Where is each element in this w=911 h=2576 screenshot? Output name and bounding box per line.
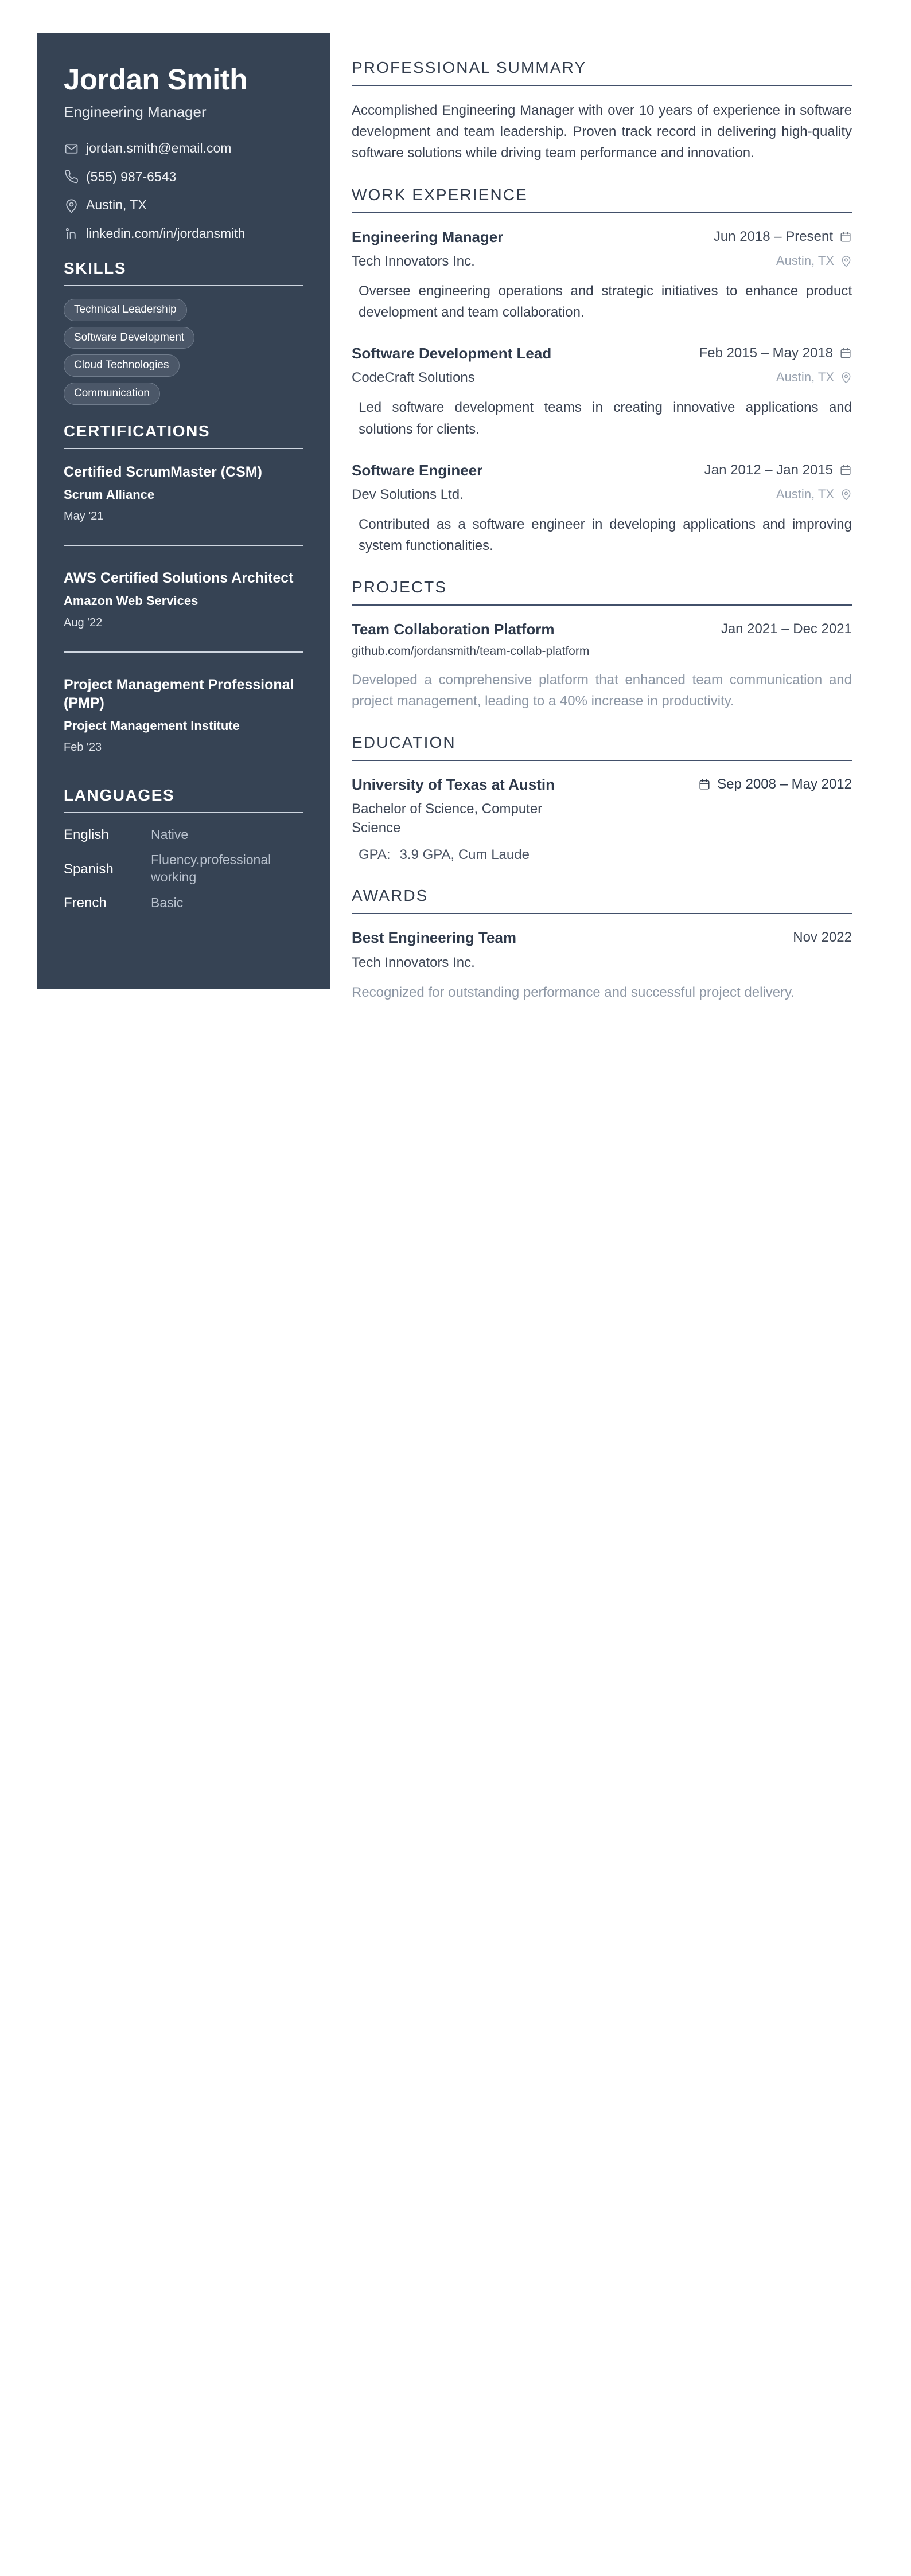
education-entry-subheader <box>352 799 852 837</box>
skill-pill[interactable]: Communication <box>64 383 160 405</box>
education-school: University of Texas at Austin <box>352 776 555 794</box>
awards-heading: AWARDS <box>352 887 429 905</box>
education-gpa-label: GPA: <box>359 847 391 863</box>
section-education <box>352 733 852 865</box>
language-item <box>64 852 303 886</box>
candidate-job-title: Engineering Manager <box>64 103 207 121</box>
language-name: Spanish <box>64 861 114 877</box>
work-entry-date <box>714 227 852 245</box>
language-level: Basic <box>151 895 184 910</box>
certification-date: Aug '22 <box>64 616 103 629</box>
envelope-icon <box>64 141 79 156</box>
sidebar-section-certifications <box>64 422 303 754</box>
project-entry <box>352 619 852 712</box>
main-content <box>330 33 874 1025</box>
awards-divider <box>352 913 852 914</box>
award-entry-header <box>352 928 852 948</box>
contact-item-email[interactable] <box>64 140 303 157</box>
certification-issuer: Amazon Web Services <box>64 594 198 608</box>
work-entry-header <box>352 344 852 364</box>
phone-icon <box>64 170 79 185</box>
language-level: Fluency.professional working <box>151 852 271 885</box>
work-entry-location <box>776 485 852 502</box>
section-awards <box>352 887 852 1002</box>
summary-divider <box>352 85 852 86</box>
award-entry-org: Tech Innovators Inc. <box>352 954 475 970</box>
certification-item <box>64 674 303 754</box>
certification-separator <box>64 651 303 653</box>
work-entry-date-text: Jan 2012 – Jan 2015 <box>704 462 833 478</box>
skill-pill[interactable]: Technical Leadership <box>64 299 187 321</box>
calendar-icon <box>698 778 711 791</box>
award-entry <box>352 928 852 1002</box>
work-entry-org: Dev Solutions Ltd. <box>352 486 464 502</box>
certification-name: Project Management Professional (PMP) <box>64 676 294 711</box>
work-entry-date <box>699 344 852 361</box>
work-entry <box>352 227 852 323</box>
contact-phone-value: (555) 987-6543 <box>86 169 177 184</box>
language-item <box>64 894 303 912</box>
work-entry-location <box>776 252 852 268</box>
award-entry-title: Best Engineering Team <box>352 929 517 947</box>
work-entry-location-text: Austin, TX <box>776 253 834 268</box>
sidebar-section-languages <box>64 786 303 912</box>
work-entry-description: Contributed as a software engineer in developing applications and improving system functionalities. <box>359 516 852 554</box>
resume-document <box>37 33 874 1025</box>
award-entry-date-text: Nov 2022 <box>793 930 852 946</box>
education-date-text: Sep 2008 – May 2012 <box>717 776 852 793</box>
work-entry-description: Oversee engineering operations and strategic initiatives to enhance product development and team collaboration. <box>359 283 852 320</box>
languages-heading: LANGUAGES <box>64 786 175 805</box>
education-gpa-value: 3.9 GPA, Cum Laude <box>399 847 530 863</box>
education-gpa-row <box>352 845 852 865</box>
map-pin-icon <box>840 255 852 267</box>
section-professional-summary <box>352 58 852 164</box>
linkedin-icon <box>64 227 79 241</box>
certification-issuer: Scrum Alliance <box>64 487 155 502</box>
project-entry-link[interactable]: github.com/jordansmith/team-collab-platform <box>352 645 590 658</box>
language-name: English <box>64 827 109 843</box>
work-entry-header <box>352 460 852 481</box>
education-entry-header <box>352 775 852 795</box>
contact-location-value: Austin, TX <box>86 197 147 213</box>
certification-name: Certified ScrumMaster (CSM) <box>64 464 262 481</box>
work-entry-date-text: Jun 2018 – Present <box>713 228 833 244</box>
skills-heading: SKILLS <box>64 259 127 277</box>
summary-text: Accomplished Engineering Manager with over 10 years of experience in software development and team leadership. Proven track record in delivering high-quality software solutions while driving team performance and innovation. <box>352 103 852 161</box>
education-divider <box>352 760 852 761</box>
work-entry-subheader <box>352 485 852 504</box>
work-entry-org: Tech Innovators Inc. <box>352 253 475 269</box>
work-entry-date <box>704 460 852 478</box>
project-entry-title: Team Collaboration Platform <box>352 620 555 638</box>
language-name: French <box>64 895 107 911</box>
map-pin-icon <box>840 489 852 500</box>
calendar-icon <box>839 347 852 360</box>
certification-issuer: Project Management Institute <box>64 718 240 733</box>
contact-linkedin-value: linkedin.com/in/jordansmith <box>86 226 246 241</box>
certifications-heading: CERTIFICATIONS <box>64 422 211 440</box>
skills-pill-list <box>64 299 303 405</box>
work-entry-subheader <box>352 368 852 387</box>
contact-item-phone[interactable] <box>64 169 303 185</box>
sidebar-section-skills <box>64 259 303 405</box>
languages-divider <box>64 812 303 813</box>
work-entry-location-text: Austin, TX <box>776 486 834 501</box>
section-work-experience <box>352 186 852 557</box>
work-entry-location <box>776 368 852 385</box>
award-entry-date <box>793 928 852 946</box>
education-heading: EDUCATION <box>352 733 456 752</box>
map-pin-icon <box>840 372 852 383</box>
certification-name: AWS Certified Solutions Architect <box>64 570 294 587</box>
work-entry-title: Software Development Lead <box>352 345 552 362</box>
skill-pill[interactable]: Cloud Technologies <box>64 354 180 377</box>
certification-date: Feb '23 <box>64 741 102 754</box>
calendar-icon <box>839 464 852 477</box>
language-level: Native <box>151 826 189 842</box>
skill-pill[interactable]: Software Development <box>64 327 194 349</box>
project-entry-date <box>721 619 852 637</box>
work-entry <box>352 344 852 440</box>
certification-item <box>64 568 303 629</box>
section-projects <box>352 578 852 712</box>
project-entry-header <box>352 619 852 639</box>
education-degree: Bachelor of Science, Computer Science <box>352 801 543 836</box>
contact-item-location[interactable] <box>64 197 303 213</box>
contact-email-value: jordan.smith@email.com <box>86 140 232 156</box>
award-entry-subheader <box>352 953 852 972</box>
education-entry <box>352 775 852 865</box>
work-entry <box>352 460 852 557</box>
projects-divider <box>352 604 852 606</box>
certification-date: May '21 <box>64 510 104 523</box>
work-entry-header <box>352 227 852 247</box>
work-entry-title: Software Engineer <box>352 461 483 479</box>
work-divider <box>352 212 852 213</box>
award-entry-description: Recognized for outstanding performance and successful project delivery. <box>352 984 795 1000</box>
work-entry-date-text: Feb 2015 – May 2018 <box>699 345 833 361</box>
language-item <box>64 826 303 844</box>
candidate-name: Jordan Smith <box>64 63 247 96</box>
sidebar <box>37 33 330 989</box>
contact-list <box>64 140 303 241</box>
project-entry-date-text: Jan 2021 – Dec 2021 <box>721 621 852 637</box>
summary-heading: PROFESSIONAL SUMMARY <box>352 58 587 76</box>
work-entry-location-text: Austin, TX <box>776 370 834 385</box>
calendar-icon <box>839 231 852 243</box>
project-entry-description: Developed a comprehensive platform that enhanced team communication and project management, leading to a 40% increase in productivity. <box>352 672 852 709</box>
work-entry-org: CodeCraft Solutions <box>352 370 475 386</box>
education-date <box>698 775 852 793</box>
work-entry-subheader <box>352 252 852 271</box>
work-heading: WORK EXPERIENCE <box>352 185 528 204</box>
work-entry-title: Engineering Manager <box>352 228 504 245</box>
languages-list <box>64 826 303 912</box>
certifications-divider <box>64 448 303 449</box>
map-pin-icon <box>64 198 79 213</box>
work-entry-description: Led software development teams in creating innovative applications and solutions for clients. <box>359 400 852 437</box>
certification-item <box>64 462 303 523</box>
projects-heading: PROJECTS <box>352 578 447 596</box>
certification-separator <box>64 545 303 546</box>
contact-item-linkedin[interactable] <box>64 226 303 242</box>
skills-divider <box>64 285 303 286</box>
